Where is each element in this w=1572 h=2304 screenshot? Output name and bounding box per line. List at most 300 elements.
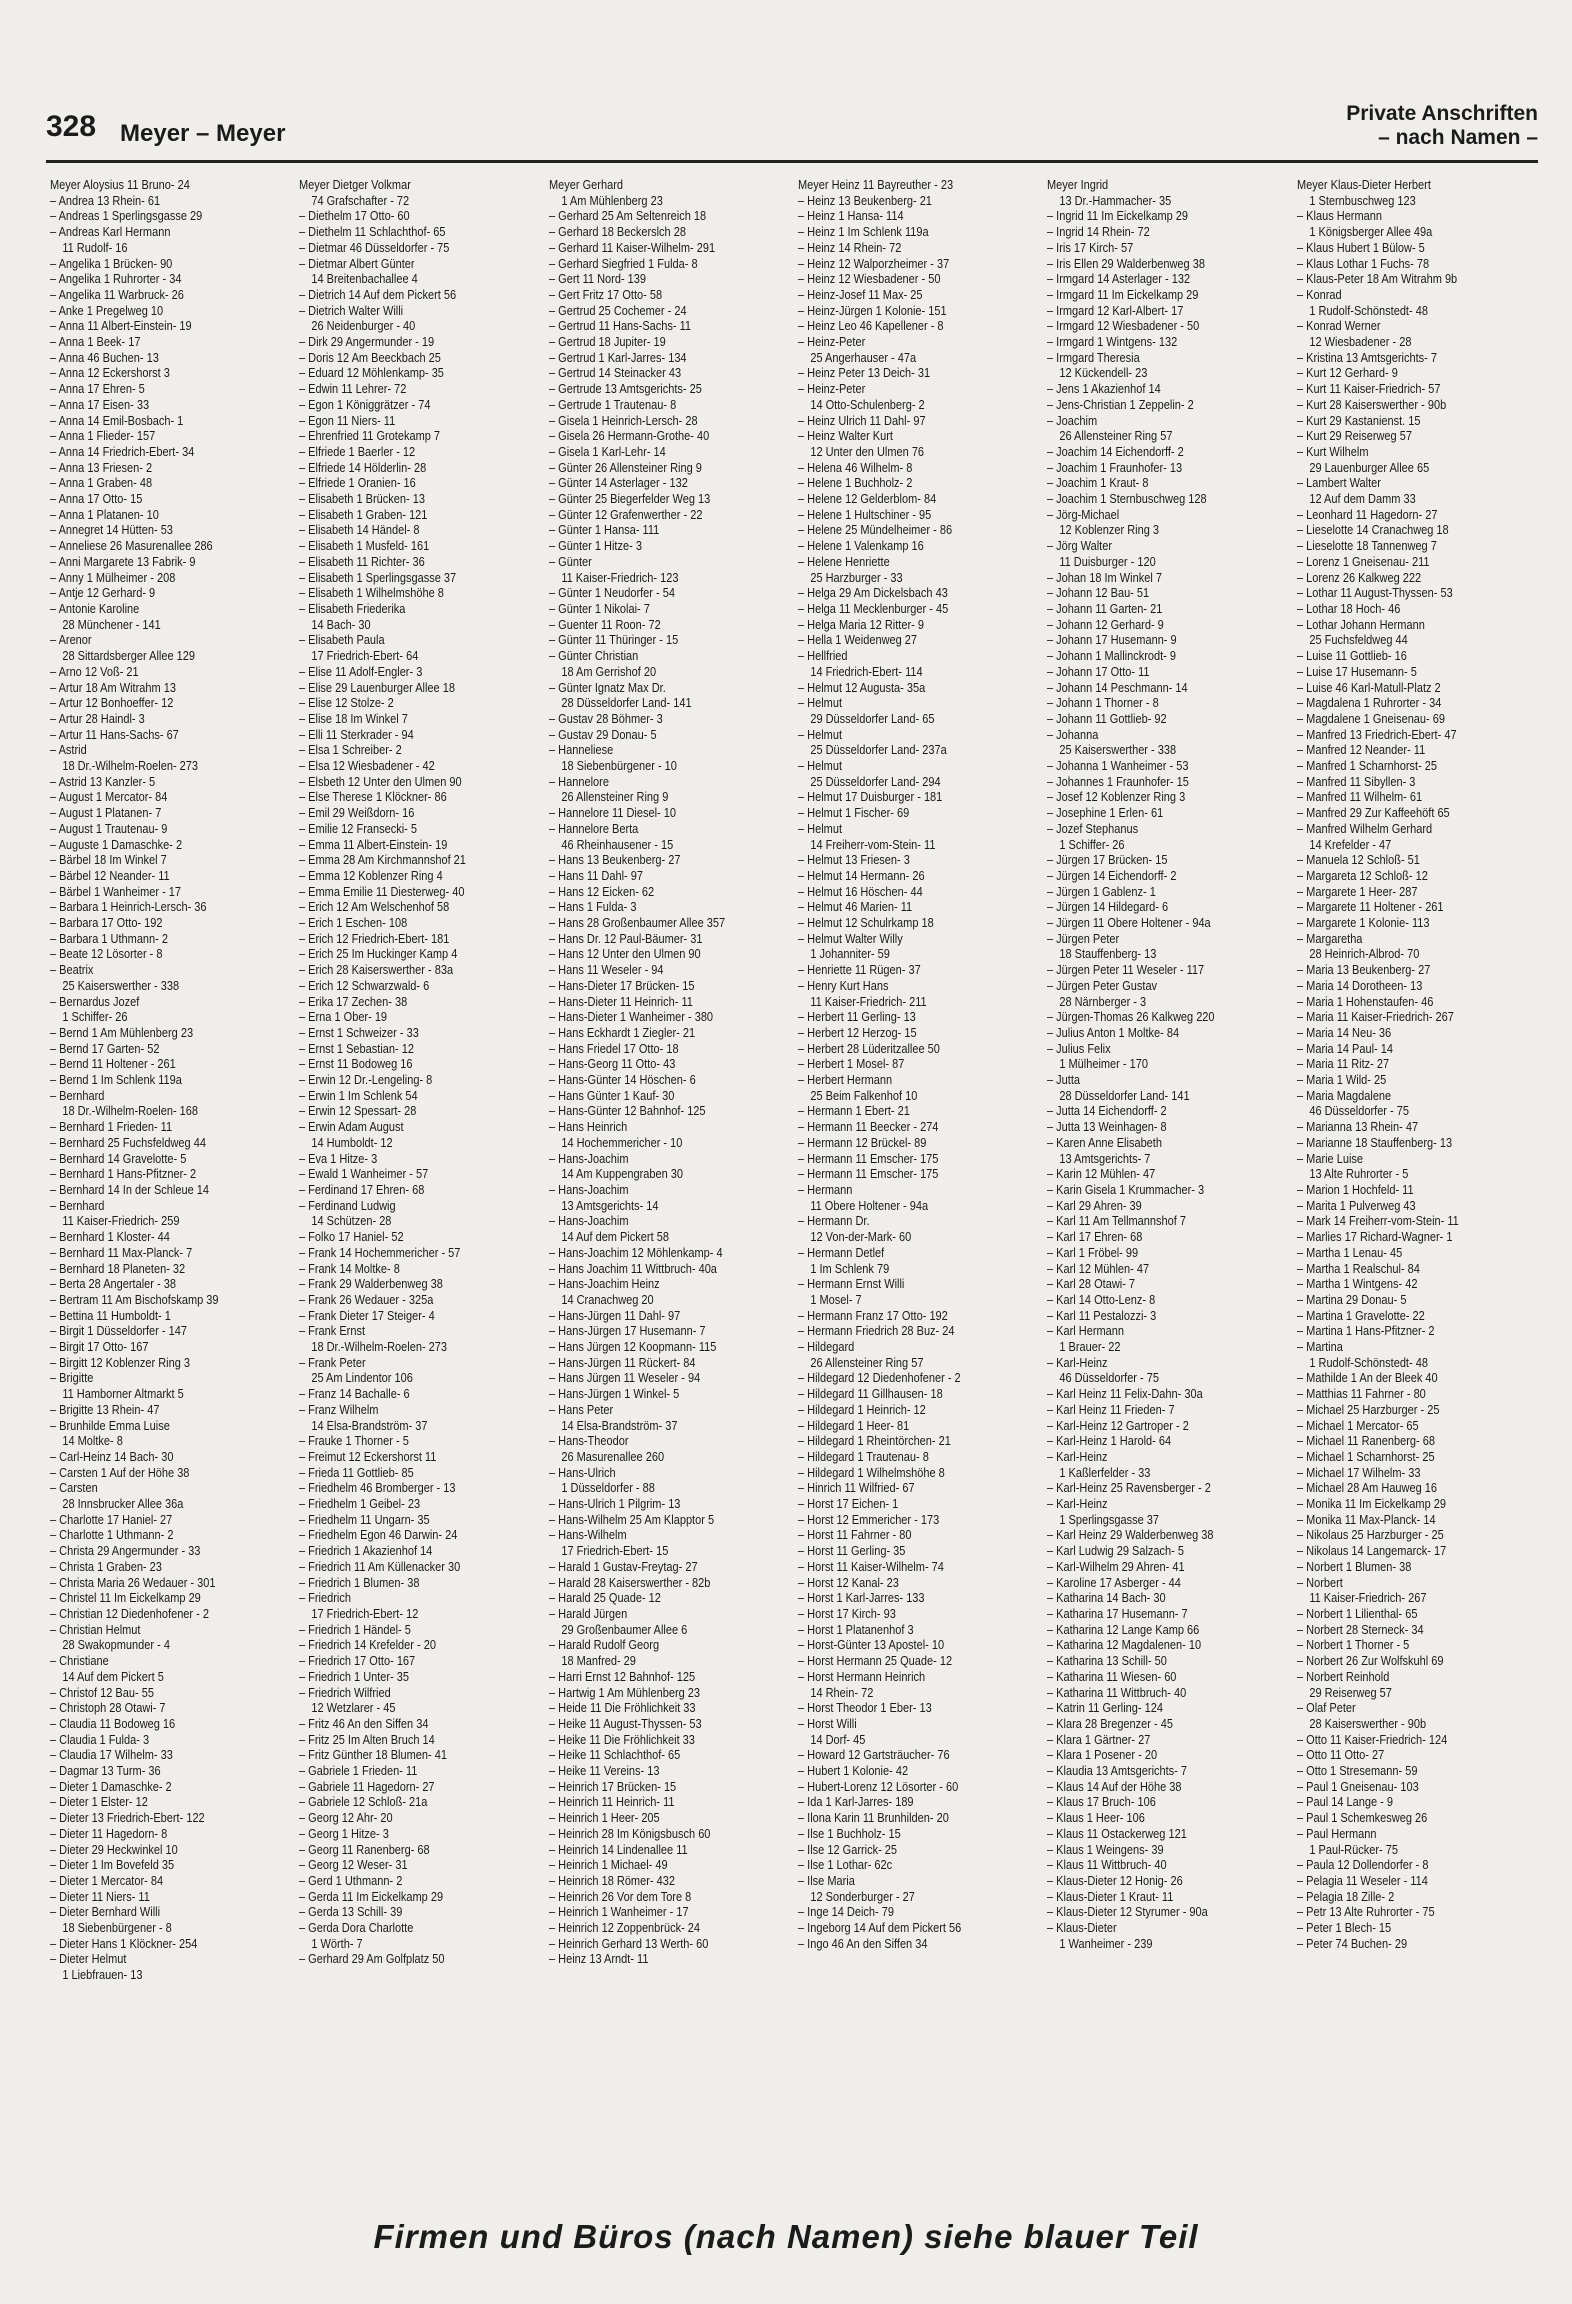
directory-entry: – Klaus-Dieter — [1047, 1921, 1118, 1936]
directory-entry: – Erich 12 Am Welschenhof 58 — [299, 900, 450, 915]
directory-entry: – Hans 12 Eicken- 62 — [548, 884, 654, 899]
directory-entry: Meyer Aloysius 11 Bruno- 24 — [50, 178, 190, 192]
directory-entry: – Jürgen 1 Gablenz- 1 — [1047, 884, 1157, 899]
directory-entry: 18 Stauffenberg- 13 — [1059, 947, 1157, 962]
directory-entry: – Manfred Wilhelm Gerhard — [1296, 821, 1432, 836]
directory-entry: – Jürgen 11 Obere Holtener - 94a — [1047, 916, 1211, 931]
directory-entry: – Helene 12 Gelderblom- 84 — [797, 492, 937, 507]
directory-entry: 18 Dr.-Wilhelm-Roelen- 168 — [62, 1104, 199, 1119]
directory-entry: – Hans Eckhardt 1 Ziegler- 21 — [548, 1025, 695, 1040]
directory-entry: 28 Kaiserswerther - 90b — [1308, 1716, 1426, 1731]
directory-entry: – Emma 28 Am Kirchmannshof 21 — [299, 853, 467, 868]
directory-entry: – Christof 12 Bau- 55 — [50, 1685, 154, 1700]
directory-entry: – Klaus 11 Wittbruch- 40 — [1047, 1858, 1167, 1873]
directory-entry: 46 Düsseldorfer - 75 — [1308, 1104, 1409, 1119]
directory-entry: – Otto 11 Kaiser-Friedrich- 124 — [1296, 1732, 1447, 1747]
directory-entry: 11 Obere Holtener - 94a — [810, 1198, 929, 1213]
directory-entry: – Hermann 11 Beecker - 274 — [797, 1120, 939, 1135]
directory-entry: – Anna 17 Ehren- 5 — [50, 382, 145, 397]
directory-entry: 25 Harzburger - 33 — [810, 570, 903, 585]
directory-entry: – Dieter 13 Friedrich-Ebert- 122 — [50, 1811, 205, 1826]
directory-entry: 18 Siebenbürgener - 8 — [62, 1921, 172, 1936]
directory-entry: – Barbara 1 Uthmann- 2 — [50, 931, 169, 946]
directory-entry: – Frieda 11 Gottlieb- 85 — [299, 1465, 415, 1480]
directory-entry: 17 Friedrich-Ebert- 64 — [311, 649, 419, 664]
directory-entry: – Heinrich 17 Brücken- 15 — [548, 1779, 676, 1794]
directory-entry: – Hans-Joachim — [548, 1151, 629, 1166]
directory-entry: – Nikolaus 14 Langemarck- 17 — [1296, 1544, 1446, 1559]
directory-entry: – Johann 11 Gottlieb- 92 — [1047, 711, 1167, 726]
directory-entry: – Klaus 11 Ostackerweg 121 — [1047, 1826, 1188, 1841]
directory-entry: – Gerda 13 Schill- 39 — [299, 1905, 403, 1920]
directory-entry: – Hans Heinrich — [548, 1120, 627, 1135]
directory-entry: – Friedrich 17 Otto- 167 — [299, 1654, 416, 1669]
directory-entry: – Heinrich Gerhard 13 Werth- 60 — [548, 1936, 709, 1951]
directory-entry: – Hans-Ulrich 1 Pilgrim- 13 — [548, 1497, 681, 1512]
directory-entry: 29 Lauenburger Allee 65 — [1308, 460, 1429, 475]
directory-entry: – Martha 1 Lenau- 45 — [1296, 1245, 1402, 1260]
page-title: Meyer – Meyer — [120, 120, 286, 147]
directory-entry: – Inge 14 Deich- 79 — [797, 1905, 895, 1920]
directory-entry: 18 Dr.-Wilhelm-Roelen- 273 — [311, 1340, 448, 1355]
directory-entry: 12 Sonderburger - 27 — [810, 1889, 915, 1904]
directory-entry: Meyer Heinz 11 Bayreuther - 23 — [797, 178, 954, 192]
directory-entry: – Martina 1 Hans-Pfitzner- 2 — [1296, 1324, 1435, 1339]
directory-entry: – Günter 1 Hansa- 111 — [548, 523, 659, 538]
directory-entry: – Artur 28 Haindl- 3 — [50, 711, 145, 726]
directory-entry: 11 Kaiser-Friedrich- 259 — [62, 1214, 180, 1229]
directory-entry: – Frank 14 Hochemmericher - 57 — [299, 1245, 461, 1260]
directory-entry: – Katharina 12 Magdalenen- 10 — [1047, 1638, 1202, 1653]
directory-entry: – Ernst 1 Schweizer - 33 — [299, 1025, 420, 1040]
directory-entry: – Günter Ignatz Max Dr. — [548, 680, 666, 695]
directory-entry: – Ingeborg 14 Auf dem Pickert 56 — [797, 1921, 962, 1936]
directory-entry: – Heinz 12 Wiesbadener - 50 — [797, 272, 941, 287]
directory-entry: – Ernst 1 Sebastian- 12 — [299, 1041, 415, 1056]
directory-column — [299, 178, 544, 2208]
directory-entry: – Else Therese 1 Klöckner- 86 — [299, 790, 448, 805]
directory-entry: – Klaus Lothar 1 Fuchs- 78 — [1296, 256, 1429, 271]
directory-entry: 1 Wörth- 7 — [311, 1936, 364, 1951]
directory-entry: – Heinz 13 Beukenberg- 21 — [797, 193, 932, 208]
directory-entry: – Anke 1 Pregelweg 10 — [50, 303, 164, 318]
directory-entry: – Hans 11 Weseler - 94 — [548, 963, 664, 978]
directory-entry: – Helene 1 Hultschiner - 95 — [797, 507, 932, 522]
directory-entry: – Dieter 1 Elster- 12 — [50, 1795, 148, 1810]
directory-entry: – Karl 1 Fröbel- 99 — [1047, 1245, 1139, 1260]
directory-entry: – Günter 1 Hitze- 3 — [548, 539, 642, 554]
directory-entry: – Erwin 12 Spessart- 28 — [299, 1104, 417, 1119]
directory-entry: – Erwin Adam August — [299, 1120, 404, 1135]
directory-entry: – Andreas Karl Hermann — [50, 225, 171, 240]
directory-entry: – Frank Dieter 17 Steiger- 4 — [299, 1308, 436, 1323]
directory-entry: – Franz Wilhelm — [299, 1402, 379, 1417]
directory-entry: – Dietrich 14 Auf dem Pickert 56 — [299, 287, 457, 302]
directory-entry: – Freimut 12 Eckershorst 11 — [299, 1449, 437, 1464]
directory-entry: – Günter 1 Nikolai- 7 — [548, 601, 650, 616]
directory-entry: – Dieter 11 Niers- 11 — [50, 1889, 150, 1904]
directory-entry: – Heinrich 14 Lindenallee 11 — [548, 1842, 688, 1857]
directory-entry: – Elisabeth 1 Graben- 121 — [299, 507, 428, 522]
directory-entry: – Karin 12 Mühlen- 47 — [1047, 1167, 1156, 1182]
directory-entry: – Bernd 1 Am Mühlenberg 23 — [50, 1025, 194, 1040]
directory-entry: – Jürgen Peter 11 Weseler - 117 — [1047, 963, 1205, 978]
directory-entry: – Hanneliese — [548, 743, 613, 758]
directory-entry: 28 Innsbrucker Allee 36a — [62, 1497, 184, 1512]
directory-entry: 14 Otto-Schulenberg- 2 — [810, 397, 925, 412]
directory-entry: 13 Amtsgerichts- 7 — [1059, 1151, 1151, 1166]
directory-entry: – Hans-Joachim — [548, 1183, 629, 1197]
directory-entry: – Antje 12 Gerhard- 9 — [50, 586, 156, 601]
directory-entry: – Hans 13 Beukenberg- 27 — [548, 853, 681, 868]
directory-entry: – Lothar 11 August-Thyssen- 53 — [1296, 586, 1453, 601]
directory-entry: – Josephine 1 Erlen- 61 — [1047, 806, 1164, 821]
directory-entry: – Diethelm 11 Schlachthof- 65 — [299, 225, 446, 240]
directory-entry: – Karl-Heinz 25 Ravensberger - 2 — [1047, 1481, 1212, 1496]
directory-entry: – Hubert-Lorenz 12 Lösorter - 60 — [797, 1779, 959, 1794]
directory-entry: – Anna 13 Friesen- 2 — [50, 460, 153, 475]
directory-entry: – Ilse 1 Lothar- 62c — [797, 1858, 893, 1873]
directory-entry: – Frank Peter — [299, 1355, 366, 1370]
directory-entry: – Lorenz 26 Kalkweg 222 — [1296, 570, 1421, 585]
directory-entry: – Klaus 1 Weingens- 39 — [1047, 1842, 1164, 1857]
directory-entry: – Katharina 11 Wiesen- 60 — [1047, 1669, 1177, 1684]
directory-entry: – Irmgard 1 Wintgens- 132 — [1047, 335, 1178, 350]
directory-entry: – Karl Hermann — [1047, 1324, 1125, 1339]
directory-entry: – Anna 1 Graben- 48 — [50, 476, 153, 491]
directory-entry: – Kurt 29 Reiserweg 57 — [1296, 429, 1412, 444]
section-subtitle: – nach Namen – — [1378, 126, 1538, 149]
directory-entry: – Katharina 17 Husemann- 7 — [1047, 1606, 1188, 1621]
directory-entry: – Helene 25 Mündelheimer - 86 — [797, 523, 953, 538]
directory-entry: – Christa 29 Angermunder - 33 — [50, 1544, 201, 1559]
directory-entry: – Günter 14 Asterlager - 132 — [548, 476, 688, 491]
directory-entry: – Emma 12 Koblenzer Ring 4 — [299, 868, 444, 883]
directory-entry: – Elisabeth 1 Brücken- 13 — [299, 492, 426, 507]
footer-note: Firmen und Büros (nach Namen) siehe blauer Teil — [373, 2218, 1199, 2255]
directory-entry: – Gerhard 25 Am Seltenreich 18 — [548, 209, 706, 224]
directory-entry: – Gertrud 18 Jupiter- 19 — [548, 335, 666, 350]
directory-entry: – Klaus-Dieter 12 Styrumer - 90a — [1047, 1905, 1209, 1920]
directory-entry: – Bernhard 11 Max-Planck- 7 — [50, 1245, 193, 1260]
directory-entry: – Hans 28 Großenbaumer Allee 357 — [548, 916, 725, 931]
directory-entry: – Hans Peter — [548, 1402, 613, 1417]
directory-entry: – Lothar Johann Hermann — [1296, 617, 1425, 632]
directory-entry: – Martha 1 Wintgens- 42 — [1296, 1277, 1418, 1292]
directory-entry: – Hella 1 Weidenweg 27 — [797, 633, 918, 648]
directory-entry: – Paul 1 Gneisenau- 103 — [1296, 1779, 1419, 1794]
directory-entry: – Frank 14 Moltke- 8 — [299, 1261, 401, 1276]
directory-column — [50, 178, 295, 2208]
directory-entry: – Friedhelm 1 Geibel- 23 — [299, 1497, 421, 1512]
directory-entry: 29 Großenbaumer Allee 6 — [560, 1622, 687, 1637]
directory-entry: – Angelika 11 Warbruck- 26 — [50, 287, 184, 302]
directory-entry: – Helga 29 Am Dickelsbach 43 — [797, 586, 948, 601]
directory-entry: – Elfriede 1 Baerler - 12 — [299, 444, 416, 459]
directory-entry: – Johan 18 Im Winkel 7 — [1047, 570, 1163, 585]
directory-entry: 1 Düsseldorfer - 88 — [560, 1481, 655, 1496]
directory-entry: Meyer Dietger Volkmar — [299, 178, 412, 192]
directory-entry: – Folko 17 Haniel- 52 — [299, 1230, 404, 1245]
directory-entry: – Horst 11 Kaiser-Wilhelm- 74 — [797, 1559, 944, 1574]
directory-entry: 12 Wetzlarer - 45 — [311, 1701, 396, 1716]
directory-entry: 25 Angerhauser - 47a — [810, 350, 917, 365]
directory-entry: – Katrin 11 Gerling- 124 — [1047, 1701, 1164, 1716]
directory-entry: – Iris Ellen 29 Walderbenweg 38 — [1047, 256, 1206, 271]
directory-entry: – Joachim 14 Eichendorff- 2 — [1047, 444, 1185, 459]
directory-entry: – August 1 Platanen- 7 — [50, 806, 162, 821]
directory-entry: – Dieter Hans 1 Klöckner- 254 — [50, 1936, 198, 1951]
directory-entry: 14 Moltke- 8 — [62, 1434, 123, 1449]
directory-entry: – Friedrich 1 Händel- 5 — [299, 1622, 412, 1637]
directory-entry: 14 Freiherr-vom-Stein- 11 — [810, 837, 936, 852]
directory-entry: – Klaus 14 Auf der Höhe 38 — [1047, 1779, 1182, 1794]
directory-entry: – Dieter 29 Heckwinkel 10 — [50, 1842, 178, 1857]
directory-entry: – Andrea 13 Rhein- 61 — [50, 193, 161, 208]
directory-entry: – Johannes 1 Fraunhofer- 15 — [1047, 774, 1190, 789]
directory-entry: – Klaus-Peter 18 Am Witrahm 9b — [1296, 272, 1457, 287]
directory-entry: – Karl-Heinz 12 Gartroper - 2 — [1047, 1418, 1190, 1433]
directory-entry: – Emilie 12 Fransecki- 5 — [299, 821, 418, 836]
directory-entry: – Johanna — [1047, 727, 1099, 742]
directory-entry: – Günter 25 Biegerfelder Weg 13 — [548, 492, 710, 507]
directory-entry: – Angelika 1 Brücken- 90 — [50, 256, 173, 271]
directory-entry: – Jürgen 14 Eichendorff- 2 — [1047, 868, 1177, 883]
directory-entry: – Hildegard — [797, 1340, 855, 1355]
directory-entry: 11 Rudolf- 16 — [62, 240, 128, 255]
directory-entry: 28 Närnberger - 3 — [1059, 994, 1147, 1009]
directory-entry: – Klaus-Dieter 12 Honig- 26 — [1047, 1873, 1184, 1888]
directory-column — [798, 178, 1043, 2208]
directory-entry: 12 Unter den Ulmen 76 — [810, 444, 925, 459]
directory-entry: 18 Manfred- 29 — [560, 1654, 636, 1669]
directory-entry: – Heinrich 1 Heer- 205 — [548, 1811, 660, 1826]
directory-entry: – Anni Margarete 13 Fabrik- 9 — [50, 554, 196, 569]
directory-entry: – Arno 12 Voß- 21 — [50, 664, 139, 679]
directory-entry: – Hildegard 11 Gillhausen- 18 — [797, 1387, 943, 1402]
directory-entry: 1 Am Mühlenberg 23 — [560, 193, 663, 208]
directory-entry: – Erich 28 Kaiserswerther - 83a — [299, 963, 454, 978]
directory-entry: – Jutta 13 Weinhagen- 8 — [1047, 1120, 1167, 1135]
directory-entry: 14 Cranachweg 20 — [560, 1292, 654, 1307]
directory-entry: – Hildegard 1 Rheintörchen- 21 — [797, 1434, 951, 1449]
directory-entry: – Emma 11 Albert-Einstein- 19 — [299, 837, 448, 852]
directory-entry: – Kristina 13 Amtsgerichts- 7 — [1296, 350, 1437, 365]
directory-entry: – Ferdinand Ludwig — [299, 1198, 396, 1213]
directory-entry: 28 Düsseldorfer Land- 141 — [1059, 1088, 1190, 1103]
directory-entry: – Hans-Jürgen 11 Dahl- 97 — [548, 1308, 680, 1323]
directory-entry: – Katharina 13 Schill- 50 — [1047, 1654, 1168, 1669]
directory-entry: – Horst-Günter 13 Apostel- 10 — [797, 1638, 945, 1653]
directory-entry: – Kurt 29 Kastanienst. 15 — [1296, 413, 1421, 428]
directory-entry: – Christian 12 Diedenhofener - 2 — [50, 1606, 209, 1621]
directory-entry: – Karl-Heinz — [1047, 1355, 1108, 1370]
directory-entry: – Anna 46 Buchen- 13 — [50, 350, 159, 365]
directory-entry: – Elsa 12 Wiesbadener - 42 — [299, 759, 436, 774]
directory-entry: 28 Heinrich-Albrod- 70 — [1308, 947, 1420, 962]
directory-entry: 25 Düsseldorfer Land- 294 — [810, 774, 941, 789]
directory-entry: – Helena 46 Wilhelm- 8 — [797, 460, 913, 475]
directory-entry: – Leonhard 11 Hagedorn- 27 — [1296, 507, 1438, 522]
directory-entry: – Heinrich 28 Im Königsbusch 60 — [548, 1826, 711, 1841]
directory-entry: – Gertrude 1 Trautenau- 8 — [548, 397, 676, 412]
directory-entry: – Karl Heinz 29 Walderbenweg 38 — [1047, 1528, 1214, 1543]
directory-entry: – Horst Hermann Heinrich — [797, 1669, 926, 1684]
directory-entry: – Irmgard Theresia — [1047, 350, 1141, 365]
directory-entry: – Maria 11 Ritz- 27 — [1296, 1057, 1389, 1072]
directory-entry: – Antonie Karoline — [50, 601, 140, 616]
directory-entry: – Anna 14 Emil-Bosbach- 1 — [50, 413, 184, 428]
directory-entry: – Hans 11 Dahl- 97 — [548, 868, 643, 883]
directory-entry: – Frank 29 Walderbenweg 38 — [299, 1277, 444, 1292]
directory-entry: – Hermann 11 Emscher- 175 — [797, 1167, 939, 1182]
directory-entry: – Klaus 1 Heer- 106 — [1047, 1811, 1146, 1826]
directory-entry: – Charlotte 17 Haniel- 27 — [50, 1512, 173, 1527]
directory-entry: – Karl-Heinz — [1047, 1449, 1108, 1464]
directory-entry: 26 Allensteiner Ring 9 — [560, 790, 668, 805]
directory-entry: – Dietmar Albert Günter — [299, 256, 415, 271]
directory-entry: – Helene 1 Valenkamp 16 — [797, 539, 924, 554]
directory-entry: 1 Mosel- 7 — [810, 1292, 862, 1307]
directory-entry: – Luise 17 Husemann- 5 — [1296, 664, 1417, 679]
directory-entry: Meyer Gerhard — [548, 178, 623, 192]
directory-entry: – Horst 1 Karl-Jarres- 133 — [797, 1591, 925, 1606]
directory-entry: 12 Von-der-Mark- 60 — [810, 1230, 912, 1245]
directory-entry: – Gertrud 14 Steinacker 43 — [548, 366, 681, 381]
directory-entry: 1 Brauer- 22 — [1059, 1340, 1121, 1355]
directory-entry: – Arenor — [50, 633, 92, 648]
directory-entry: 26 Masurenallee 260 — [560, 1449, 664, 1464]
directory-entry: 13 Alte Ruhrorter - 5 — [1308, 1167, 1409, 1182]
directory-entry: – Anna 12 Eckershorst 3 — [50, 366, 170, 381]
directory-entry: – Hans-Dieter 11 Heinrich- 11 — [548, 994, 693, 1009]
directory-entry: – Artur 11 Hans-Sachs- 67 — [50, 727, 179, 742]
directory-entry: – Eduard 12 Möhlenkamp- 35 — [299, 366, 445, 381]
directory-entry: – Hannelore Berta — [548, 821, 638, 836]
directory-entry: – Dietmar 46 Düsseldorfer - 75 — [299, 240, 450, 255]
directory-entry: – Jürgen 14 Hildegard- 6 — [1047, 900, 1169, 915]
directory-entry: 28 Düsseldorfer Land- 141 — [560, 696, 692, 711]
directory-entry: 1 Schiffer- 26 — [1059, 837, 1125, 852]
directory-entry: – Klaus Hubert 1 Bülow- 5 — [1296, 240, 1425, 255]
directory-entry: 14 Breitenbachallee 4 — [311, 272, 419, 287]
directory-entry: – Hildegard 12 Diedenhofener - 2 — [797, 1371, 961, 1386]
directory-entry: – Gisela 1 Karl-Lehr- 14 — [548, 444, 666, 459]
directory-entry: – Margareta 12 Schloß- 12 — [1296, 868, 1428, 883]
directory-entry: – Hildegard 1 Heer- 81 — [797, 1418, 910, 1433]
directory-entry: – Friedrich 1 Blumen- 38 — [299, 1575, 420, 1590]
directory-entry: – Erna 1 Ober- 19 — [299, 1010, 388, 1025]
directory-entry: – Elisabeth 1 Musfeld- 161 — [299, 539, 430, 554]
directory-entry: – Jutta 14 Eichendorff- 2 — [1047, 1104, 1167, 1119]
directory-entry: – Günter 26 Allensteiner Ring 9 — [548, 460, 702, 475]
directory-entry: – Friedrich 1 Unter- 35 — [299, 1669, 410, 1684]
directory-entry: – Dagmar 13 Turm- 36 — [50, 1764, 161, 1779]
directory-entry: – Helga 11 Mecklenburger - 45 — [797, 601, 949, 616]
directory-entry: – Hans-Ulrich — [548, 1465, 616, 1480]
directory-entry: 46 Rheinhausener - 15 — [560, 837, 673, 852]
directory-entry: – Gertrud 25 Cochemer - 24 — [548, 303, 687, 318]
directory-entry: – Luise 46 Karl-Matull-Platz 2 — [1296, 680, 1441, 695]
directory-entry: – Helga Maria 12 Ritter- 9 — [797, 617, 924, 632]
directory-entry: – Anna 17 Otto- 15 — [50, 492, 143, 507]
directory-entry: – Lieselotte 14 Cranachweg 18 — [1296, 523, 1449, 538]
directory-entry: – Johann 17 Husemann- 9 — [1047, 633, 1177, 648]
directory-entry: – Maria 1 Wild- 25 — [1296, 1073, 1386, 1088]
directory-entry: – Hans-Joachim — [548, 1214, 629, 1229]
directory-entry: – Hartwig 1 Am Mühlenberg 23 — [548, 1685, 700, 1700]
directory-entry: – Hans 12 Unter den Ulmen 90 — [548, 947, 701, 962]
directory-entry: – Hans-Wilhelm 25 Am Klapptor 5 — [548, 1512, 714, 1527]
directory-entry: 1 Sternbuschweg 123 — [1308, 193, 1416, 208]
directory-entry: – Martina — [1296, 1340, 1343, 1355]
directory-entry: – Norbert Reinhold — [1296, 1669, 1389, 1684]
directory-entry: – Gert 11 Nord- 139 — [548, 272, 646, 287]
directory-entry: 26 Neidenburger - 40 — [311, 319, 416, 334]
directory-entry: – Irmgard 14 Asterlager - 132 — [1047, 272, 1191, 287]
directory-entry: – Horst 11 Gerling- 35 — [797, 1544, 906, 1559]
directory-entry: – Bernardus Jozef — [50, 994, 140, 1009]
directory-entry: – Johanna 1 Wanheimer - 53 — [1047, 759, 1189, 774]
directory-entry: – Elisabeth Friederika — [299, 601, 406, 616]
directory-entry: – Irmgard 11 Im Eickelkamp 29 — [1047, 287, 1199, 302]
directory-entry: – Michael 1 Scharnhorst- 25 — [1296, 1449, 1435, 1464]
directory-entry: – Karin Gisela 1 Krummacher- 3 — [1047, 1183, 1205, 1197]
directory-entry: – Magdalena 1 Ruhrorter - 34 — [1296, 696, 1441, 711]
directory-entry: Meyer Ingrid — [1047, 178, 1109, 192]
directory-entry: – Marion 1 Hochfeld- 11 — [1296, 1183, 1414, 1197]
directory-entry: – Herbert 1 Mosel- 87 — [797, 1057, 905, 1072]
directory-entry: – Hubert 1 Kolonie- 42 — [797, 1764, 909, 1779]
directory-entry: – Julius Anton 1 Moltke- 84 — [1047, 1025, 1180, 1040]
directory-entry: – Erich 1 Eschen- 108 — [299, 916, 408, 931]
directory-entry: – Gertrud 1 Karl-Jarres- 134 — [548, 350, 687, 365]
directory-entry: – Monika 11 Im Eickelkamp 29 — [1296, 1497, 1446, 1512]
directory-entry: – Georg 12 Weser- 31 — [299, 1858, 408, 1873]
directory-entry: – Gertrud 11 Hans-Sachs- 11 — [548, 319, 691, 334]
directory-entry: – Karen Anne Elisabeth — [1047, 1135, 1163, 1150]
directory-entry: – Hildegard 1 Trautenau- 8 — [797, 1449, 929, 1464]
directory-entry: – Horst 1 Platanenhof 3 — [797, 1622, 914, 1637]
directory-entry: 28 Swakopmunder - 4 — [62, 1638, 170, 1653]
directory-entry: – Hans-Jürgen 17 Husemann- 7 — [548, 1324, 706, 1339]
directory-entry: – Doris 12 Am Beeckbach 25 — [299, 350, 442, 365]
directory-entry: – Carsten — [50, 1481, 98, 1496]
directory-entry: – Bernhard 14 Gravelotte- 5 — [50, 1151, 187, 1166]
directory-entry: – Elisabeth 1 Wilhelmshöhe 8 — [299, 586, 445, 601]
directory-entry: – Elise 18 Im Winkel 7 — [299, 711, 409, 726]
directory-entry: – Horst 12 Emmericher - 173 — [797, 1512, 940, 1527]
directory-entry: 13 Amtsgerichts- 14 — [560, 1198, 659, 1213]
directory-entry: 14 Rhein- 72 — [810, 1685, 874, 1700]
directory-entry: – Monika 11 Max-Planck- 14 — [1296, 1512, 1436, 1527]
directory-entry: – Norbert 26 Zur Wolfskuhl 69 — [1296, 1654, 1444, 1669]
directory-entry: – Heinrich 1 Wanheimer - 17 — [548, 1905, 689, 1920]
directory-entry: – Dieter Helmut — [50, 1952, 127, 1967]
directory-entry: – Dirk 29 Angermunder - 19 — [299, 335, 435, 350]
directory-entry: – Anna 14 Friedrich-Ebert- 34 — [50, 444, 195, 459]
directory-entry: – Maria 1 Hohenstaufen- 46 — [1296, 994, 1434, 1009]
directory-entry: – Heinrich 12 Zoppenbrück- 24 — [548, 1921, 700, 1936]
directory-entry: – Maria 11 Kaiser-Friedrich- 267 — [1296, 1010, 1454, 1025]
directory-entry: – Helmut — [797, 759, 843, 774]
directory-entry: – Bernhard 1 Frieden- 11 — [50, 1120, 173, 1135]
directory-entry: – Hinrich 11 Wilfried- 67 — [797, 1481, 915, 1496]
directory-entry: – Birgit 17 Otto- 167 — [50, 1340, 149, 1355]
directory-entry: – Brunhilde Emma Luise — [50, 1418, 170, 1433]
directory-entry: – Joachim 1 Sternbuschweg 128 — [1047, 492, 1207, 507]
directory-entry: – Howard 12 Gartsträucher- 76 — [797, 1748, 950, 1763]
